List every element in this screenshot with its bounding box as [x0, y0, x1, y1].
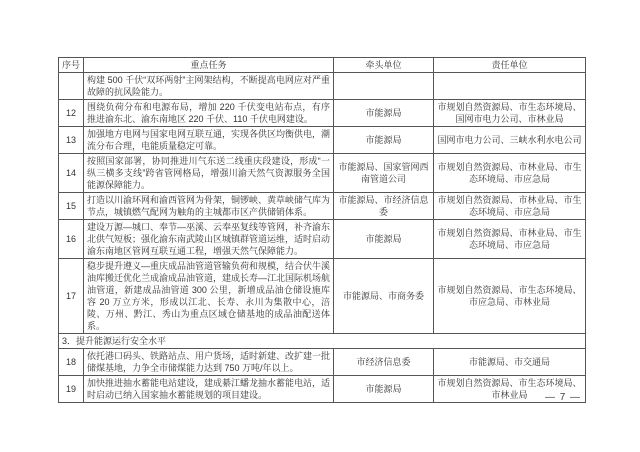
- cell-serial-number: 14: [59, 154, 84, 193]
- section-title: 3．提升能源运行安全水平: [59, 334, 586, 349]
- table-row: [59, 349, 586, 376]
- cell-key-task: 按照国家部署，协同推进川气东送二线重庆段建设，形成“一纵三横多支线”跨省管网格局，增强川渝天然气资源服务全国能源保障能力。: [84, 154, 334, 193]
- task-table: [58, 57, 586, 403]
- table-row: [59, 154, 586, 193]
- cell-key-task: 围绕负荷分布和电源布局，增加 220 千伏变电站布点，有序推进渝东北、渝东南地区 220 千伏、110 千伏电网建设。: [84, 100, 334, 127]
- cell-lead-unit: 市能源局、国家管网西南管道公司: [334, 154, 434, 193]
- cell-serial-number: 17: [59, 259, 84, 334]
- task-table-body: [59, 73, 586, 403]
- cell-serial-number: 19: [59, 376, 84, 403]
- cell-serial-number: 18: [59, 349, 84, 376]
- cell-lead-unit: 市能源局、市经济信息委: [334, 193, 434, 220]
- table-row: [59, 127, 586, 154]
- cell-lead-unit: 市能源局: [334, 220, 434, 259]
- header-key-task: 重点任务: [84, 58, 334, 73]
- cell-lead-unit: 市能源局: [334, 376, 434, 403]
- cell-key-task: 加强地方电网与国家电网互联互通，实现各供区均衡供电，潮流分布合理，电能质量稳定可靠。: [84, 127, 334, 154]
- cell-serial-number: 13: [59, 127, 84, 154]
- cell-key-task: 稳步提升遵义—重庆成品油管道管输负荷和规模，结合伏牛溪油库搬迁优化兰成渝成品油管道，建成长寿—江北国际机场航油管道，新建成品油管道 300 公里，新增成品油仓储设施库容 20 万立方米，形成以江北、长寿、永川为集散中心，涪陵、万州、黔江、秀山为重点区域仓储基地的成品油配送体系。: [84, 259, 334, 334]
- cell-lead-unit: 市经济信息委: [334, 349, 434, 376]
- cell-lead-unit: 市能源局、市商务委: [334, 259, 434, 334]
- cell-key-task: 依托港口码头、铁路站点、用户货场，适时新建、改扩建一批储煤基地，力争全市储煤能力达到 750 万吨/年以上。: [84, 349, 334, 376]
- cell-responsible-unit: 市规划自然资源局、市林业局、市生态环境局、市应急局: [434, 154, 586, 193]
- header-serial-number: 序号: [59, 58, 84, 73]
- cell-responsible-unit: 市规划自然资源局、市生态环境局、市林业局: [434, 376, 586, 403]
- table-row: [59, 73, 586, 100]
- cell-responsible-unit: 市规划自然资源局、市生态环境局、市应急局、市林业局: [434, 259, 586, 334]
- cell-serial-number: 12: [59, 100, 84, 127]
- table-row: [59, 100, 586, 127]
- section-row: [59, 334, 586, 349]
- cell-key-task: 加快推进抽水蓄能电站建设，建成綦江蟠龙抽水蓄能电站，适时启动已纳入国家抽水蓄能规划的项目建设。: [84, 376, 334, 403]
- header-lead-unit: 牵头单位: [334, 58, 434, 73]
- cell-responsible-unit: [434, 73, 586, 100]
- cell-key-task: 打造以川渝环网和渝西管网为骨架，铜锣峡、黄草峡储气库为节点，城镇燃气配网为触角的主城都市区产供储销体系。: [84, 193, 334, 220]
- cell-responsible-unit: 市规划自然资源局、市林业局、市生态环境局、市应急局: [434, 193, 586, 220]
- page-number: — 7 —: [544, 392, 582, 403]
- cell-key-task: 建设万源—城口、奉节—巫溪、云奉巫复线等管网，补齐渝东北供气短板；强化渝东南武陵山区城镇群管道运维，适时启动渝东南地区管网互联互通工程，增强天然气保障能力。: [84, 220, 334, 259]
- cell-responsible-unit: 国网市电力公司、三峡水利水电公司: [434, 127, 586, 154]
- cell-serial-number: [59, 73, 84, 100]
- table-row: [59, 259, 586, 334]
- cell-responsible-unit: 市规划自然资源局、市林业局、市生态环境局、市应急局: [434, 220, 586, 259]
- cell-lead-unit: [334, 73, 434, 100]
- table-row: [59, 220, 586, 259]
- cell-serial-number: 15: [59, 193, 84, 220]
- cell-serial-number: 16: [59, 220, 84, 259]
- table-row: [59, 193, 586, 220]
- cell-lead-unit: 市能源局: [334, 127, 434, 154]
- table-row: [59, 376, 586, 403]
- cell-lead-unit: 市能源局: [334, 100, 434, 127]
- table-header-row: [59, 58, 586, 73]
- header-responsible-unit: 责任单位: [434, 58, 586, 73]
- cell-key-task: 构建 500 千伏“双环两射”主网架结构，不断提高电网应对严重故障的抗风险能力。: [84, 73, 334, 100]
- cell-responsible-unit: 市能源局、市交通局: [434, 349, 586, 376]
- cell-responsible-unit: 市规划自然资源局、市生态环境局、国网市电力公司、市林业局: [434, 100, 586, 127]
